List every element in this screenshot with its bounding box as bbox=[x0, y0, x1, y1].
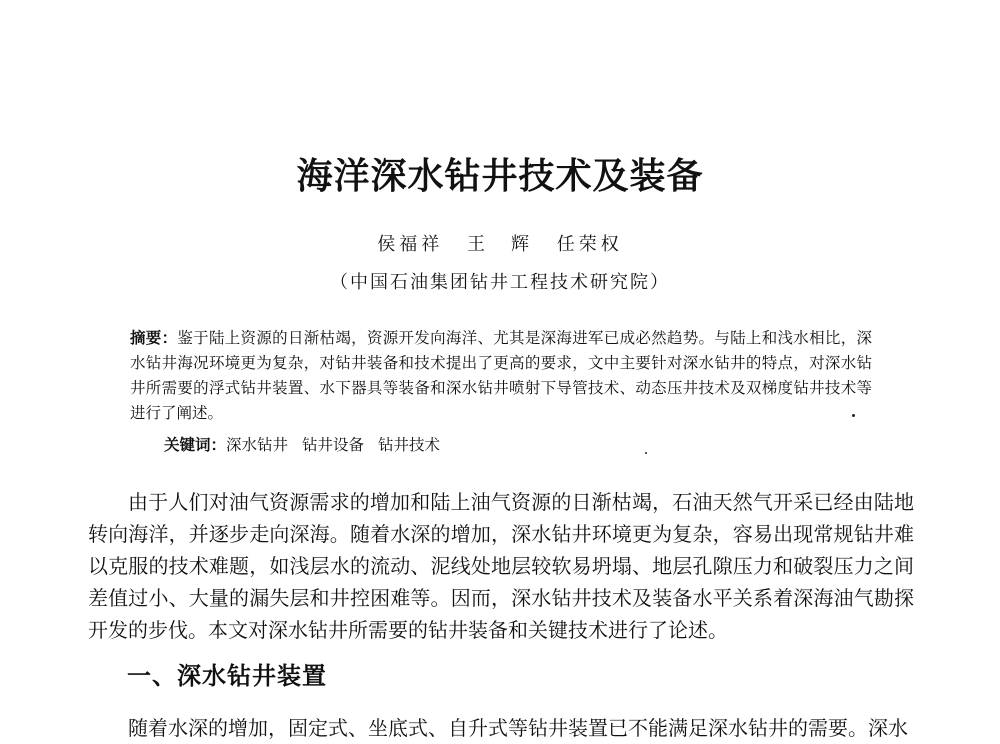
section-heading: 一、深水钻井装置 bbox=[127, 661, 327, 690]
abstract-text: 鉴于陆上资源的日渐枯竭，资源开发向海洋、尤其是深海进军已成必然趋势。与陆上和浅水相比，深水钻井海况环境更为复杂，对钻井装备和技术提出了更高的要求，文中主要针对深水钻井的特点，对深水钻井所需要的浮式钻井装置、水下器具等装备和深水钻井喷射下导管技术、动态压井技术及双梯度钻井技术等进行了阐述。 bbox=[130, 329, 872, 422]
keywords bbox=[164, 432, 454, 458]
affiliation: （中国石油集团钻井工程技术研究院） bbox=[330, 272, 670, 293]
author-2: 王 辉 bbox=[467, 234, 533, 255]
author-1: 侯福祥 bbox=[377, 234, 444, 255]
author-list bbox=[0, 230, 1000, 256]
keyword-item: 深水钻井 bbox=[226, 436, 289, 454]
section-first-line: 随着水深的增加，固定式、坐底式、自升式等钻井装置已不能满足深水钻井的需要。深水 bbox=[128, 716, 908, 740]
author-3: 任荣权 bbox=[556, 234, 623, 255]
intro-paragraph: 由于人们对油气资源需求的增加和陆上油气资源的日渐枯竭，石油天然气开采已经由陆地转向海洋，并逐步走向深海。随着水深的增加，深水钻井环境更为复杂，容易出现常规钻井难以克服的技术难题，如浅层水的流动、泥线处地层较软易坍塌、地层孔隙压力和破裂压力之间差值过小、大量的漏失层和井控困难等。因而，深水钻井技术及装备水平关系着深海油气勘探开发的步伐。本文对深水钻井所需要的钻井装备和关键技术进行了论述。 bbox=[88, 490, 914, 642]
scan-speck bbox=[645, 452, 647, 454]
abstract bbox=[130, 325, 872, 426]
keywords-label: 关键词： bbox=[164, 435, 227, 454]
keyword-item: 钻井技术 bbox=[378, 436, 441, 454]
scan-speck bbox=[852, 414, 855, 417]
keyword-item: 钻井设备 bbox=[302, 436, 365, 454]
abstract-label: 摘要： bbox=[130, 328, 178, 347]
paper-title: 海洋深水钻井技术及装备 bbox=[296, 155, 704, 197]
